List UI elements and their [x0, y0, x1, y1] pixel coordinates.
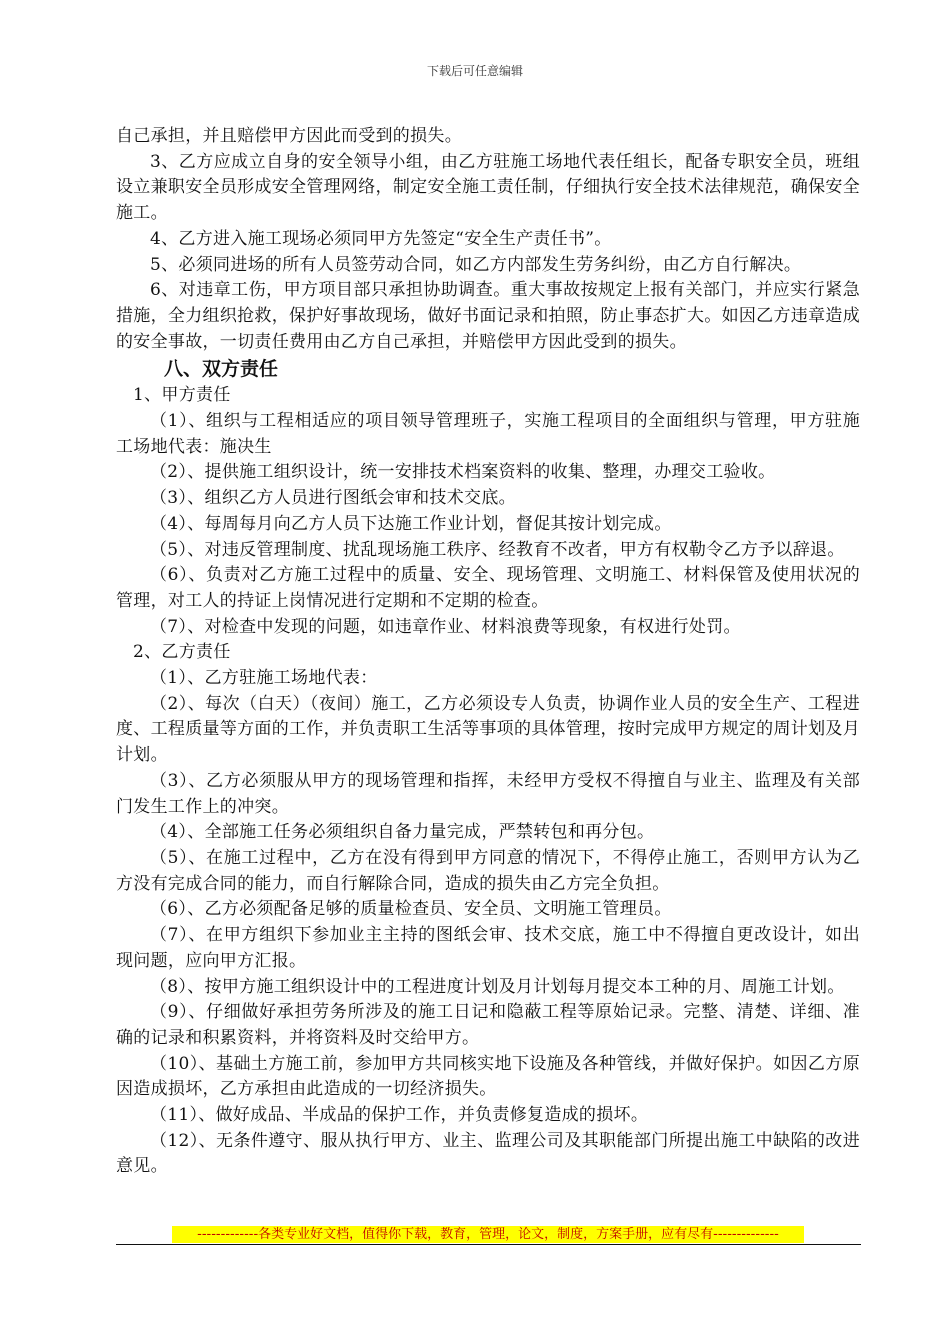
- party-b-item-8: （8）、按甲方施工组织设计中的工程进度计划及月计划每月提交本工种的月、周施工计划。: [150, 976, 845, 997]
- party-a-item-5: （5）、对违反管理制度、扰乱现场施工秩序、经教育不改者，甲方有权勒令乙方予以辞退。: [150, 539, 845, 560]
- party-a-heading: 1、甲方责任: [133, 385, 231, 406]
- party-a-item-4: （4）、每周每月向乙方人员下达施工作业计划，督促其按计划完成。: [150, 513, 672, 534]
- document-body: [116, 124, 860, 1180]
- party-b-item-12: （12）、无条件遵守、服从执行甲方、业主、监理公司及其职能部门所提出施工中缺陷的改进意见。: [116, 1130, 860, 1177]
- party-a-item-6: （6）、负责对乙方施工过程中的质量、安全、现场管理、文明施工、材料保管及使用状况的管理，对工人的持证上岗情况进行定期和不定期的检查。: [116, 565, 860, 611]
- clause-4: 4、乙方进入施工现场必须同甲方先签定“安全生产责任书”。: [150, 228, 612, 249]
- clause-6: 6、对违章工伤，甲方项目部只承担协助调查。重大事故按规定上报有关部门，并应实行紧急措施，全力组织抢救，保护好事故现场，做好书面记录和拍照，防止事态扩大。如因乙方违章造成的安全事故，一切责任费用由乙方自己承担，并赔偿甲方因此受到的损失。: [116, 280, 860, 352]
- party-b-item-2: （2）、每次（白天）（夜间）施工，乙方必须设专人负责，协调作业人员的安全生产、工程进度、工程质量等方面的工作，并负责职工生活等事项的具体管理，按时完成甲方规定的周计划及月计划。: [116, 693, 860, 766]
- party-b-item-5: （5）、在施工过程中，乙方在没有得到甲方同意的情况下，不得停止施工，否则甲方认为乙方没有完成合同的能力，而自行解除合同，造成的损失由乙方完全负担。: [116, 847, 860, 894]
- page-header-note: 下载后可任意编辑: [426, 64, 523, 78]
- clause-5: 5、必须同进场的所有人员签劳动合同，如乙方内部发生劳务纠纷，由乙方自行解决。: [150, 254, 802, 275]
- party-b-item-9: （9）、仔细做好承担劳务所涉及的施工日记和隐蔽工程等原始记录。完整、清楚、详细、准确的记录和积累资料，并将资料及时交给甲方。: [116, 1002, 860, 1048]
- party-b-item-6: （6）、乙方必须配备足够的质量检查员、安全员、文明施工管理员。: [150, 899, 672, 920]
- party-b-item-11: （11）、做好成品、半成品的保护工作，并负责修复造成的损坏。: [150, 1105, 649, 1126]
- party-a-item-7: （7）、对检查中发现的问题，如违章作业、材料浪费等现象，有权进行处罚。: [150, 616, 741, 637]
- paragraph-continuation: 自己承担，并且赔偿甲方因此而受到的损失。: [116, 126, 462, 146]
- party-b-item-3: （3）、乙方必须服从甲方的现场管理和指挥，未经甲方受权不得擅自与业主、监理及有关部门发生工作上的冲突。: [116, 770, 860, 817]
- party-a-item-1: （1）、组织与工程相适应的项目领导管理班子，实施工程项目的全面组织与管理，甲方驻施工场地代表：施决生: [116, 411, 860, 457]
- party-b-heading: 2、乙方责任: [133, 642, 231, 663]
- party-b-item-1: （1）、乙方驻施工场地代表：: [150, 668, 378, 689]
- party-b-item-4: （4）、全部施工任务必须组织自备力量完成，严禁转包和再分包。: [150, 822, 655, 843]
- party-a-item-3: （3）、组织乙方人员进行图纸会审和技术交底。: [150, 488, 516, 509]
- footer-promo-banner: -------------各类专业好文档，值得你下载，教育，管理，论文，制度，方案手册，应有尽有--------------: [172, 1226, 804, 1243]
- party-a-item-2: （2）、提供施工组织设计，统一安排技术档案资料的收集、整理，办理交工验收。: [150, 462, 776, 483]
- clause-3: 3、乙方应成立自身的安全领导小组，由乙方驻施工场地代表任组长，配备专职安全员，班组设立兼职安全员形成安全管理网络，制定安全施工责任制，仔细执行安全技术法律规范，确保安全施工。: [116, 151, 860, 224]
- section-heading-mutual-responsibilities: 八、双方责任: [164, 358, 279, 381]
- party-b-item-10: （10）、基础土方施工前，参加甲方共同核实地下设施及各种管线，并做好保护。如因乙方原因造成损坏，乙方承担由此造成的一切经济损失。: [116, 1053, 860, 1100]
- party-b-item-7: （7）、在甲方组织下参加业主主持的图纸会审、技术交底，施工中不得擅自更改设计，如出现问题，应向甲方汇报。: [116, 925, 860, 971]
- footer-divider: [116, 1244, 861, 1245]
